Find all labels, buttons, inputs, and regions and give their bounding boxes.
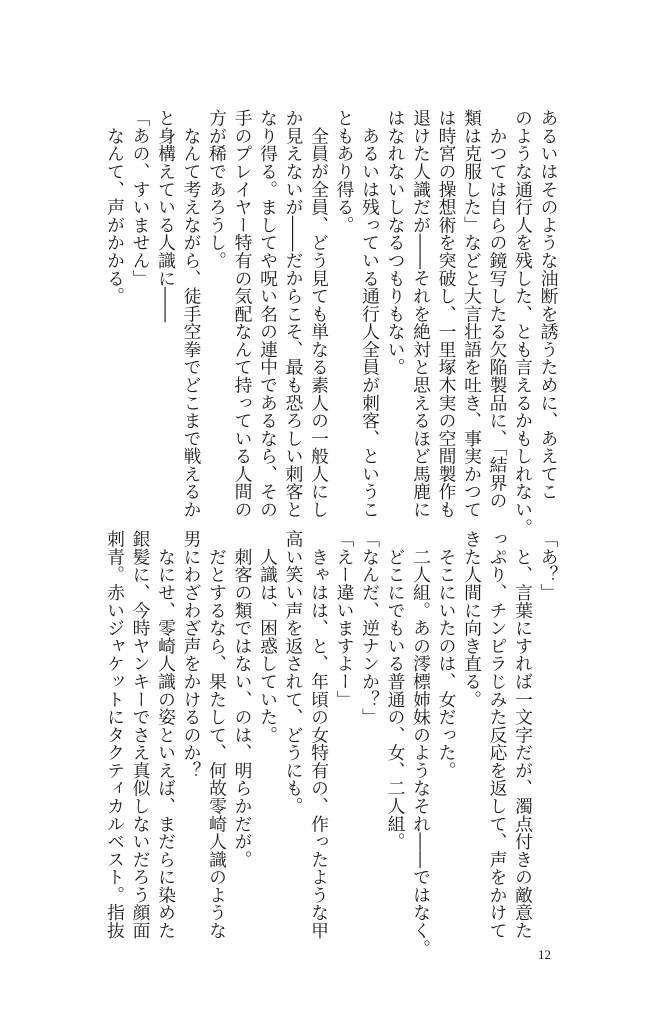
page-number: 12 <box>538 947 551 962</box>
text-column: っぷり、チンピラじみた反応を返して、声をかけて <box>487 530 508 940</box>
text-column: あるいは残っている通行人全員が刺客、というこ <box>359 109 381 519</box>
text-column: 類は克服した」などと大言壮語を吐き、事実かつて <box>461 109 483 519</box>
text-column: なり得る。ましてや呪い名の連中であるなら、その <box>257 109 279 519</box>
text-column: のような通行人を残した、とも言えるかもしれない。 <box>512 109 534 536</box>
text-column: 刺青。赤いジャケットにタクティカルベスト。指抜 <box>104 530 126 940</box>
text-column: 「えー違いますよー」 <box>334 530 355 708</box>
text-column: 手のプレイヤー特有の気配なんて持っている人間の <box>232 109 253 519</box>
text-column: 「あ？」 <box>538 530 559 602</box>
text-column: 全員が全員、どう見ても単なる素人の一般人にし <box>308 109 330 519</box>
text-column: 人識は、困惑していた。 <box>257 530 279 744</box>
text-column: だとするなら、果たして、何故零崎人識のような <box>206 530 228 940</box>
text-column: 「なんだ、逆ナンか？」 <box>359 530 381 726</box>
text-column: 二人組。あの澪標姉妹のようなそれ――ではなく。 <box>410 530 432 957</box>
text-column: なんて、声がかかる。 <box>104 109 126 305</box>
text-column: 方が稀であろうし。 <box>206 109 228 270</box>
text-column: そこにいたのは、女だった。 <box>436 530 457 780</box>
text-column: きゃはは、と、年頃の女特有の、作ったような甲 <box>308 530 330 940</box>
text-column: 銀髪に、今時ヤンキーでさえ真似しないだろう顔面 <box>130 530 151 940</box>
text-column: あるいはそのような油断を誘うために、あえてこ <box>538 109 559 501</box>
text-column: 刺客の類ではない、のは、明らかだが。 <box>232 530 253 869</box>
text-column: きた人間に向き直る。 <box>461 530 483 708</box>
text-column: と、言葉にすれば一文字だが、濁点付きの敵意た <box>512 530 534 940</box>
text-column: は時宮の操想術を突破し、一里塚木実の空間製作も <box>436 109 457 519</box>
text-column: なんて考えながら、徒手空拳でどこまで戦えるか <box>181 109 202 519</box>
upper-text-block <box>102 109 561 536</box>
text-column: 高い笑い声を返されて、どうにも。 <box>283 530 304 815</box>
text-column: 退けた人識だが――それを絶対と思えるほど馬鹿に <box>410 109 432 519</box>
text-column: はなれないしなるつもりもない。 <box>385 109 406 376</box>
text-column: 男にわざわざ声をかけるのか？ <box>181 530 202 780</box>
text-column: なにせ、零崎人識の姿といえば、まだらに染めた <box>155 530 177 940</box>
text-column: 「あの、すいません」 <box>130 109 151 287</box>
text-column: かつては自らの鏡写したる欠陥製品に、「結界の <box>487 109 508 510</box>
text-column: ともあり得る。 <box>334 109 355 234</box>
text-column: か見えないが――だからこそ、最も恐ろしい刺客と <box>283 109 304 519</box>
text-column: どこにでもいる普通の、女、二人組。 <box>385 530 406 851</box>
text-column: と身構えている人識に―― <box>155 109 177 323</box>
